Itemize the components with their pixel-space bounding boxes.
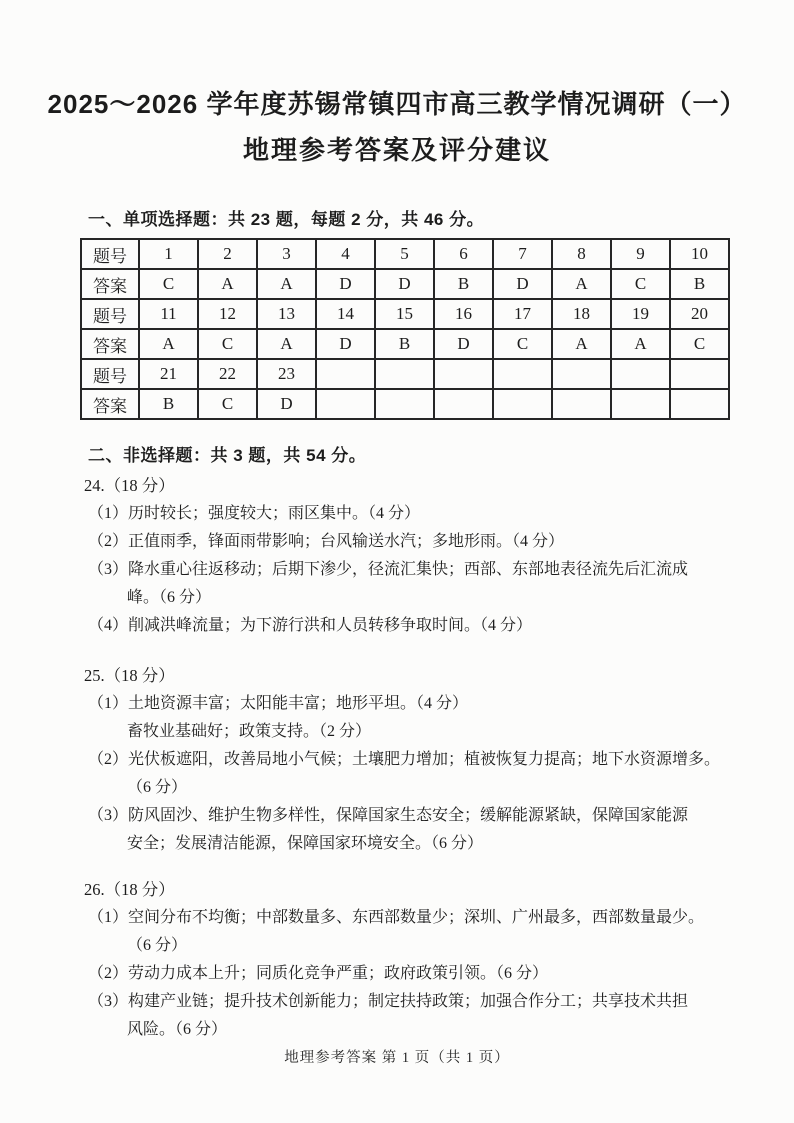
- answer-line-continuation: 峰。（6 分）: [127, 589, 212, 606]
- section-1-heading: 一、单项选择题：共 23 题，每题 2 分，共 46 分。: [88, 210, 485, 229]
- answer-line: （2）劳动力成本上升；同质化竞争严重；政府政策引领。（6 分）: [88, 965, 549, 982]
- question-number-cell: 4: [316, 239, 375, 269]
- question-number-cell: 11: [139, 299, 198, 329]
- answer-line: （2）正值雨季，锋面雨带影响；台风输送水汽；多地形雨。（4 分）: [88, 533, 565, 550]
- question-number-cell: 18: [552, 299, 611, 329]
- table-row: [81, 239, 729, 269]
- answer-cell: D: [434, 329, 493, 359]
- answer-cell: B: [670, 269, 729, 299]
- question-number-cell: 12: [198, 299, 257, 329]
- answer-line: （1）土地资源丰富；太阳能丰富；地形平坦。（4 分）: [88, 695, 469, 712]
- answer-cell: C: [139, 269, 198, 299]
- answer-cell: A: [139, 329, 198, 359]
- table-row: [81, 299, 729, 329]
- question-number-cell: 10: [670, 239, 729, 269]
- answer-line: （3）降水重心往返移动；后期下渗少，径流汇集快；西部、东部地表径流先后汇流成: [88, 561, 689, 578]
- row-label-cell: 题号: [81, 359, 139, 389]
- answer-cell: [611, 389, 670, 419]
- document-title: 2025～2026 学年度苏锡常镇四市高三教学情况调研（一）: [47, 89, 747, 119]
- question-number-cell: 17: [493, 299, 552, 329]
- answer-line: （4）削减洪峰流量；为下游行洪和人员转移争取时间。（4 分）: [88, 617, 533, 634]
- row-label-cell: 题号: [81, 299, 139, 329]
- answer-line-continuation: （6 分）: [127, 779, 188, 796]
- answer-cell: D: [316, 269, 375, 299]
- answer-cell: C: [611, 269, 670, 299]
- question-24-block: [0, 472, 794, 640]
- question-number-cell: 15: [375, 299, 434, 329]
- row-label-cell: 答案: [81, 269, 139, 299]
- question-number-cell: [316, 359, 375, 389]
- question-number-cell: 14: [316, 299, 375, 329]
- question-26-block: [0, 876, 794, 1044]
- answer-table: [80, 238, 730, 420]
- answer-cell: [670, 389, 729, 419]
- question-number-cell: [670, 359, 729, 389]
- row-label-cell: 答案: [81, 329, 139, 359]
- question-number-cell: [434, 359, 493, 389]
- question-number-cell: [552, 359, 611, 389]
- answer-cell: [375, 389, 434, 419]
- question-number: 26.（18 分）: [84, 880, 175, 899]
- question-number-cell: 22: [198, 359, 257, 389]
- answer-line: （2）光伏板遮阳，改善局地小气候；土壤肥力增加；植被恢复力提高；地下水资源增多。: [88, 751, 721, 768]
- answer-cell: C: [198, 389, 257, 419]
- answer-cell: A: [552, 329, 611, 359]
- answer-cell: D: [257, 389, 316, 419]
- document-subtitle: 地理参考答案及评分建议: [242, 135, 551, 165]
- answer-cell: B: [139, 389, 198, 419]
- answer-cell: C: [670, 329, 729, 359]
- question-number-cell: 13: [257, 299, 316, 329]
- answer-line-continuation: （6 分）: [127, 937, 188, 954]
- answer-cell: D: [316, 329, 375, 359]
- answer-cell: B: [375, 329, 434, 359]
- question-number-cell: [375, 359, 434, 389]
- row-label-cell: 答案: [81, 389, 139, 419]
- answer-cell: A: [552, 269, 611, 299]
- question-number-cell: 1: [139, 239, 198, 269]
- question-number-cell: 2: [198, 239, 257, 269]
- row-label-cell: 题号: [81, 239, 139, 269]
- answer-line-continuation: 畜牧业基础好；政策支持。（2 分）: [127, 723, 372, 740]
- page-footer: 地理参考答案 第 1 页（共 1 页）: [284, 1050, 510, 1066]
- question-number-cell: 16: [434, 299, 493, 329]
- answer-line-continuation: 安全；发展清洁能源，保障国家环境安全。（6 分）: [127, 835, 484, 852]
- section-2-heading: 二、非选择题：共 3 题，共 54 分。: [88, 446, 367, 465]
- question-number: 25.（18 分）: [84, 666, 175, 685]
- answer-cell: [316, 389, 375, 419]
- answer-cell: D: [493, 269, 552, 299]
- answer-line: （1）空间分布不均衡；中部数量多、东西部数量少；深圳、广州最多，西部数量最少。: [88, 909, 705, 926]
- question-number-cell: 9: [611, 239, 670, 269]
- answer-cell: A: [198, 269, 257, 299]
- question-number-cell: 23: [257, 359, 316, 389]
- answer-line: （1）历时较长；强度较大；雨区集中。（4 分）: [88, 505, 421, 522]
- answer-cell: C: [493, 329, 552, 359]
- answer-line: （3）防风固沙、维护生物多样性，保障国家生态安全；缓解能源紧缺，保障国家能源: [88, 807, 689, 824]
- answer-cell: [493, 389, 552, 419]
- answer-cell: A: [257, 269, 316, 299]
- answer-cell: [434, 389, 493, 419]
- table-row: [81, 389, 729, 419]
- question-number-cell: 21: [139, 359, 198, 389]
- answer-cell: D: [375, 269, 434, 299]
- answer-line-continuation: 风险。（6 分）: [127, 1021, 228, 1038]
- answer-cell: C: [198, 329, 257, 359]
- question-number-cell: [611, 359, 670, 389]
- table-row: [81, 329, 729, 359]
- answer-line: （3）构建产业链；提升技术创新能力；制定扶持政策；加强合作分工；共享技术共担: [88, 993, 689, 1010]
- question-number: 24.（18 分）: [84, 476, 175, 495]
- question-25-block: [0, 662, 794, 858]
- question-number-cell: 8: [552, 239, 611, 269]
- question-number-cell: 5: [375, 239, 434, 269]
- answer-cell: A: [257, 329, 316, 359]
- answer-cell: B: [434, 269, 493, 299]
- answer-cell: [552, 389, 611, 419]
- table-row: [81, 269, 729, 299]
- question-number-cell: 7: [493, 239, 552, 269]
- question-number-cell: 20: [670, 299, 729, 329]
- question-number-cell: 6: [434, 239, 493, 269]
- question-number-cell: [493, 359, 552, 389]
- answer-cell: A: [611, 329, 670, 359]
- question-number-cell: 19: [611, 299, 670, 329]
- question-number-cell: 3: [257, 239, 316, 269]
- table-row: [81, 359, 729, 389]
